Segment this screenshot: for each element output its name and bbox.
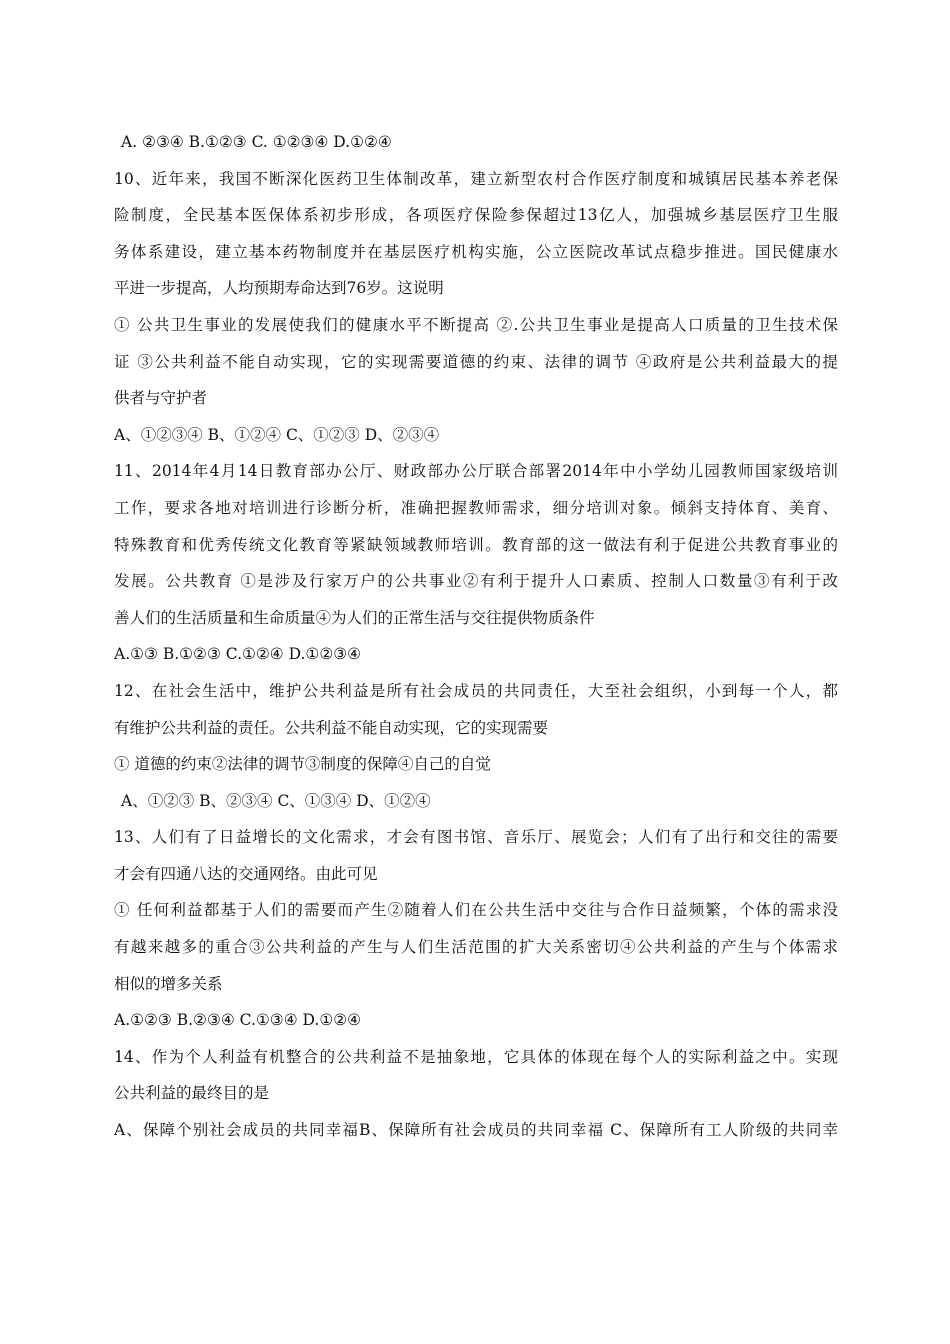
q13-statements-line-1: ① 任何利益都基于人们的需要而产生②随着人们在公共生活中交往与合作日益频繁，个体的需求没 <box>114 901 838 920</box>
q10-statements-line-1: ① 公共卫生事业的发展使我们的健康水平不断提高 ②.公共卫生事业是提高人口质量的卫生技术保 <box>114 315 838 334</box>
q13-statements-line-3: 相似的增多关系 <box>114 974 223 993</box>
q14-options-line-1: A、保障个别社会成员的共同幸福B、保障所有社会成员的共同幸福 C、保障所有工人阶级的共同幸 <box>114 1121 838 1140</box>
q10-statements-line-3: 供者与守护者 <box>114 389 208 408</box>
q13-stem-line-1: 13、人们有了日益增长的文化需求，才会有图书馆、音乐厅、展览会；人们有了出行和交往的需要 <box>114 828 838 847</box>
q12-options: A、①②③ B、②③④ C、①③④ D、①②④ <box>121 791 431 810</box>
q10-stem-line-2: 险制度，全民基本医保体系初步形成，各项医疗保险参保超过13亿人，加强城乡基层医疗卫生服 <box>114 206 838 225</box>
q12-stem-line-2: 有维护公共利益的责任。公共利益不能自动实现，它的实现需要 <box>114 718 549 737</box>
q10-stem-line-3: 务体系建设，建立基本药物制度并在基层医疗机构实施，公立医院改革试点稳步推进。国民健康水 <box>114 242 838 261</box>
q11-stem-line-1: 11、2014年4月14日教育部办公厅、财政部办公厅联合部署2014年中小学幼儿园教师国家级培训 <box>114 462 838 481</box>
q10-statements-line-2: 证 ③公共利益不能自动实现，它的实现需要道德的约束、法律的调节 ④政府是公共利益最大的提 <box>114 352 838 371</box>
q10-stem-line-4: 平进一步提高，人均预期寿命达到76岁。这说明 <box>114 279 444 298</box>
q14-stem-line-2: 公共利益的最终目的是 <box>114 1084 270 1103</box>
q9-options: A. ②③④ B.①②③ C. ①②③④ D.①②④ <box>121 133 392 151</box>
q11-stem-line-2: 工作，要求各地对培训进行诊断分析，准确把握教师需求，细分培训对象。倾斜支持体育、美育、 <box>114 498 838 517</box>
document-page <box>114 124 838 1149</box>
q11-options: A.①③ B.①②③ C.①②④ D.①②③④ <box>114 645 362 664</box>
q10-stem-line-1: 10、近年来，我国不断深化医药卫生体制改革，建立新型农村合作医疗制度和城镇居民基本养老保 <box>114 169 838 188</box>
q13-statements-line-2: 有越来越多的重合③公共利益的产生与人们生活范围的扩大关系密切④公共利益的产生与个体需求 <box>114 938 838 957</box>
q10-options: A、①②③④ B、①②④ C、①②③ D、②③④ <box>114 425 440 444</box>
q12-statements: ① 道德的约束②法律的调节③制度的保障④自己的自觉 <box>114 755 491 774</box>
q13-stem-line-2: 才会有四通八达的交通网络。由此可见 <box>114 864 378 883</box>
q13-options: A.①②③ B.②③④ C.①③④ D.①②④ <box>114 1011 362 1030</box>
q12-stem-line-1: 12、在社会生活中，维护公共利益是所有社会成员的共同责任，大至社会组织，小到每一个人，都 <box>114 681 838 700</box>
q14-stem-line-1: 14、作为个人利益有机整合的公共利益不是抽象地，它具体的体现在每个人的实际利益之中。实现 <box>114 1047 838 1066</box>
q11-stem-line-5: 善人们的生活质量和生命质量④为人们的正常生活与交往提供物质条件 <box>114 608 595 627</box>
q11-stem-line-3: 特殊教育和优秀传统文化教育等紧缺领域教师培训。教育部的这一做法有利于促进公共教育事业的 <box>114 535 838 554</box>
q11-stem-line-4: 发展。公共教育 ①是涉及行家万户的公共事业②有利于提升人口素质、控制人口数量③有利于改 <box>114 572 838 591</box>
